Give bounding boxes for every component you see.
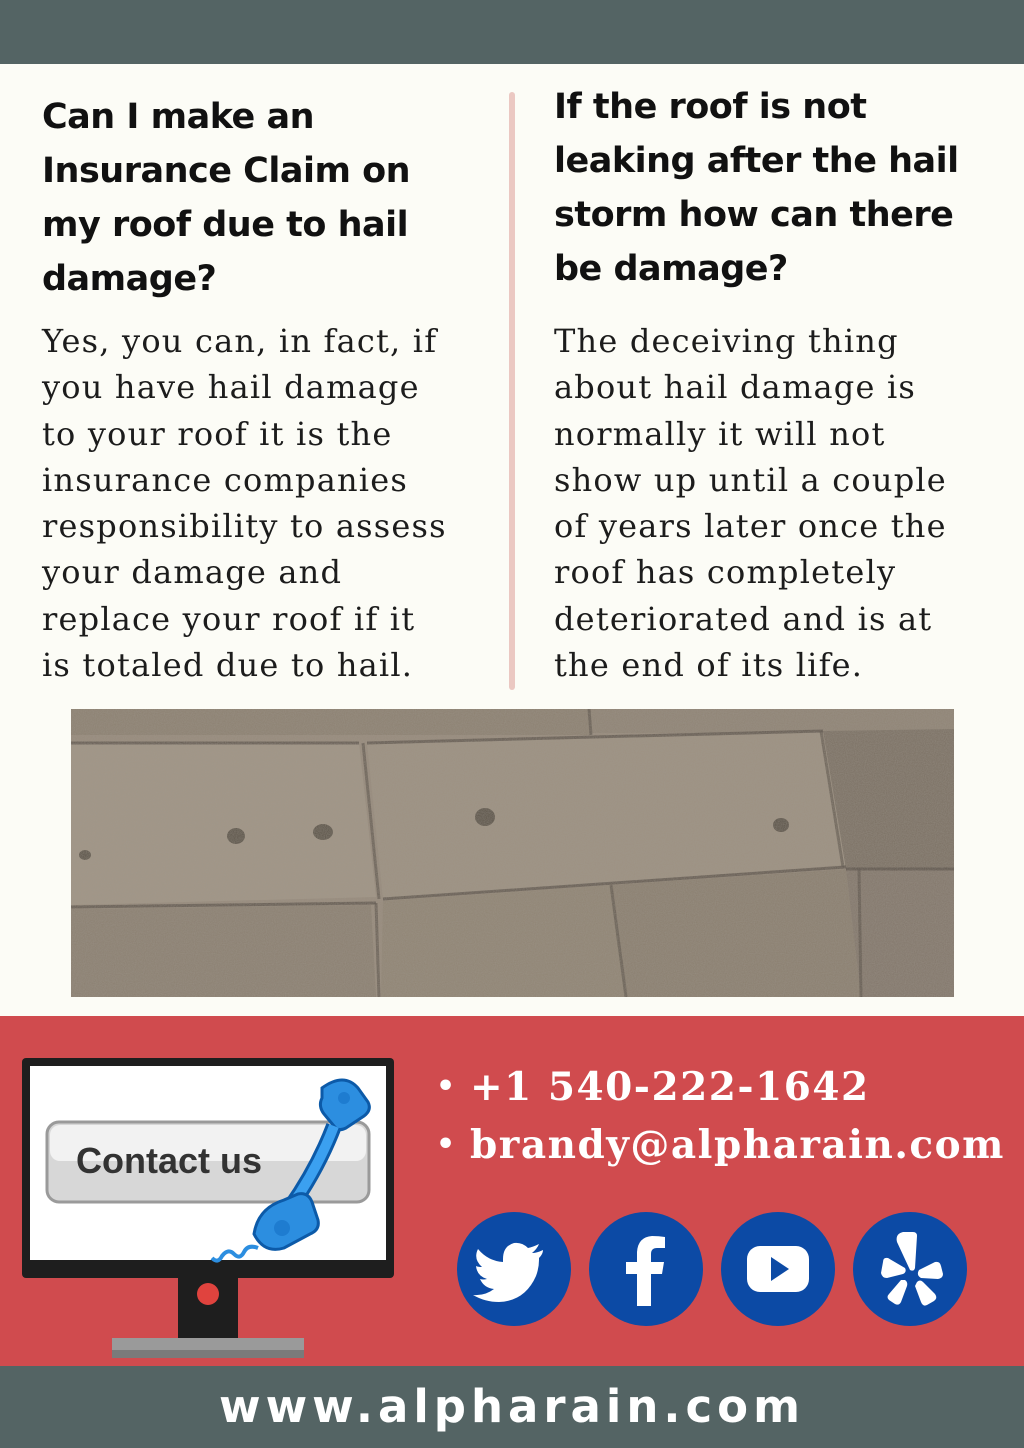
right-column	[554, 80, 1004, 685]
right-body-line: show up until a couple	[554, 460, 947, 499]
facebook-button[interactable]	[589, 1212, 703, 1326]
footer-bar	[0, 1366, 1024, 1448]
contact-us-button-label: Contact us	[76, 1140, 263, 1181]
left-body-line: is totaled due to hail.	[42, 646, 414, 685]
right-body-text	[554, 318, 1014, 688]
right-body-line: about hail damage is	[554, 368, 917, 407]
right-body-line: normally it will not	[554, 414, 886, 453]
left-body-line: your damage and	[42, 553, 343, 592]
left-body-line: to your roof it is the	[42, 414, 393, 453]
right-body-line: the end of its life.	[554, 646, 864, 685]
roof-shingles-illustration	[71, 709, 954, 997]
right-heading-line: leaking after the hail	[554, 141, 959, 181]
yelp-button[interactable]	[853, 1212, 967, 1326]
right-heading-line: If the roof is not	[554, 87, 867, 127]
left-heading	[42, 90, 492, 306]
left-heading-line: my roof due to hail	[42, 205, 409, 245]
email-address[interactable]: brandy@alpharain.com	[470, 1122, 1005, 1168]
right-body-line: The deceiving thing	[554, 322, 899, 360]
facebook-icon	[589, 1212, 703, 1326]
contact-email-item	[436, 1116, 1005, 1174]
left-body-line: you have hail damage	[42, 368, 420, 407]
left-heading-line: Insurance Claim on	[42, 151, 411, 191]
column-divider	[509, 92, 515, 690]
website-url[interactable]: www.alpharain.com	[219, 1380, 805, 1433]
yelp-icon	[853, 1212, 967, 1326]
right-heading-line: storm how can there	[554, 195, 954, 235]
twitter-icon	[457, 1212, 571, 1326]
left-heading-line: damage?	[42, 259, 217, 299]
youtube-icon	[721, 1212, 835, 1326]
bullet-icon: •	[436, 1127, 457, 1162]
left-body-line: replace your roof if it	[42, 599, 416, 638]
right-body-line: roof has completely	[554, 553, 897, 592]
top-header-bar	[0, 0, 1024, 64]
right-heading-line: be damage?	[554, 249, 788, 289]
left-heading-line: Can I make an	[42, 97, 314, 137]
right-body-line: of years later once the	[554, 507, 947, 546]
contact-phone-item	[436, 1058, 1005, 1116]
monitor-contact-illustration	[22, 1058, 394, 1368]
left-body-text	[42, 318, 502, 688]
youtube-button[interactable]	[721, 1212, 835, 1326]
left-body-line: Yes, you can, in fact, if	[42, 322, 438, 360]
left-body-line: responsibility to assess	[42, 507, 447, 546]
right-heading	[554, 80, 1004, 296]
left-body-line: insurance companies	[42, 460, 408, 499]
bullet-icon: •	[436, 1069, 457, 1104]
hail-damaged-roof-shingles-photo	[71, 709, 954, 997]
phone-number[interactable]: +1 540-222-1642	[470, 1064, 870, 1110]
left-column	[42, 80, 492, 685]
twitter-button[interactable]	[457, 1212, 571, 1326]
right-body-line: deteriorated and is at	[554, 599, 933, 638]
contact-info-list	[436, 1058, 1005, 1174]
